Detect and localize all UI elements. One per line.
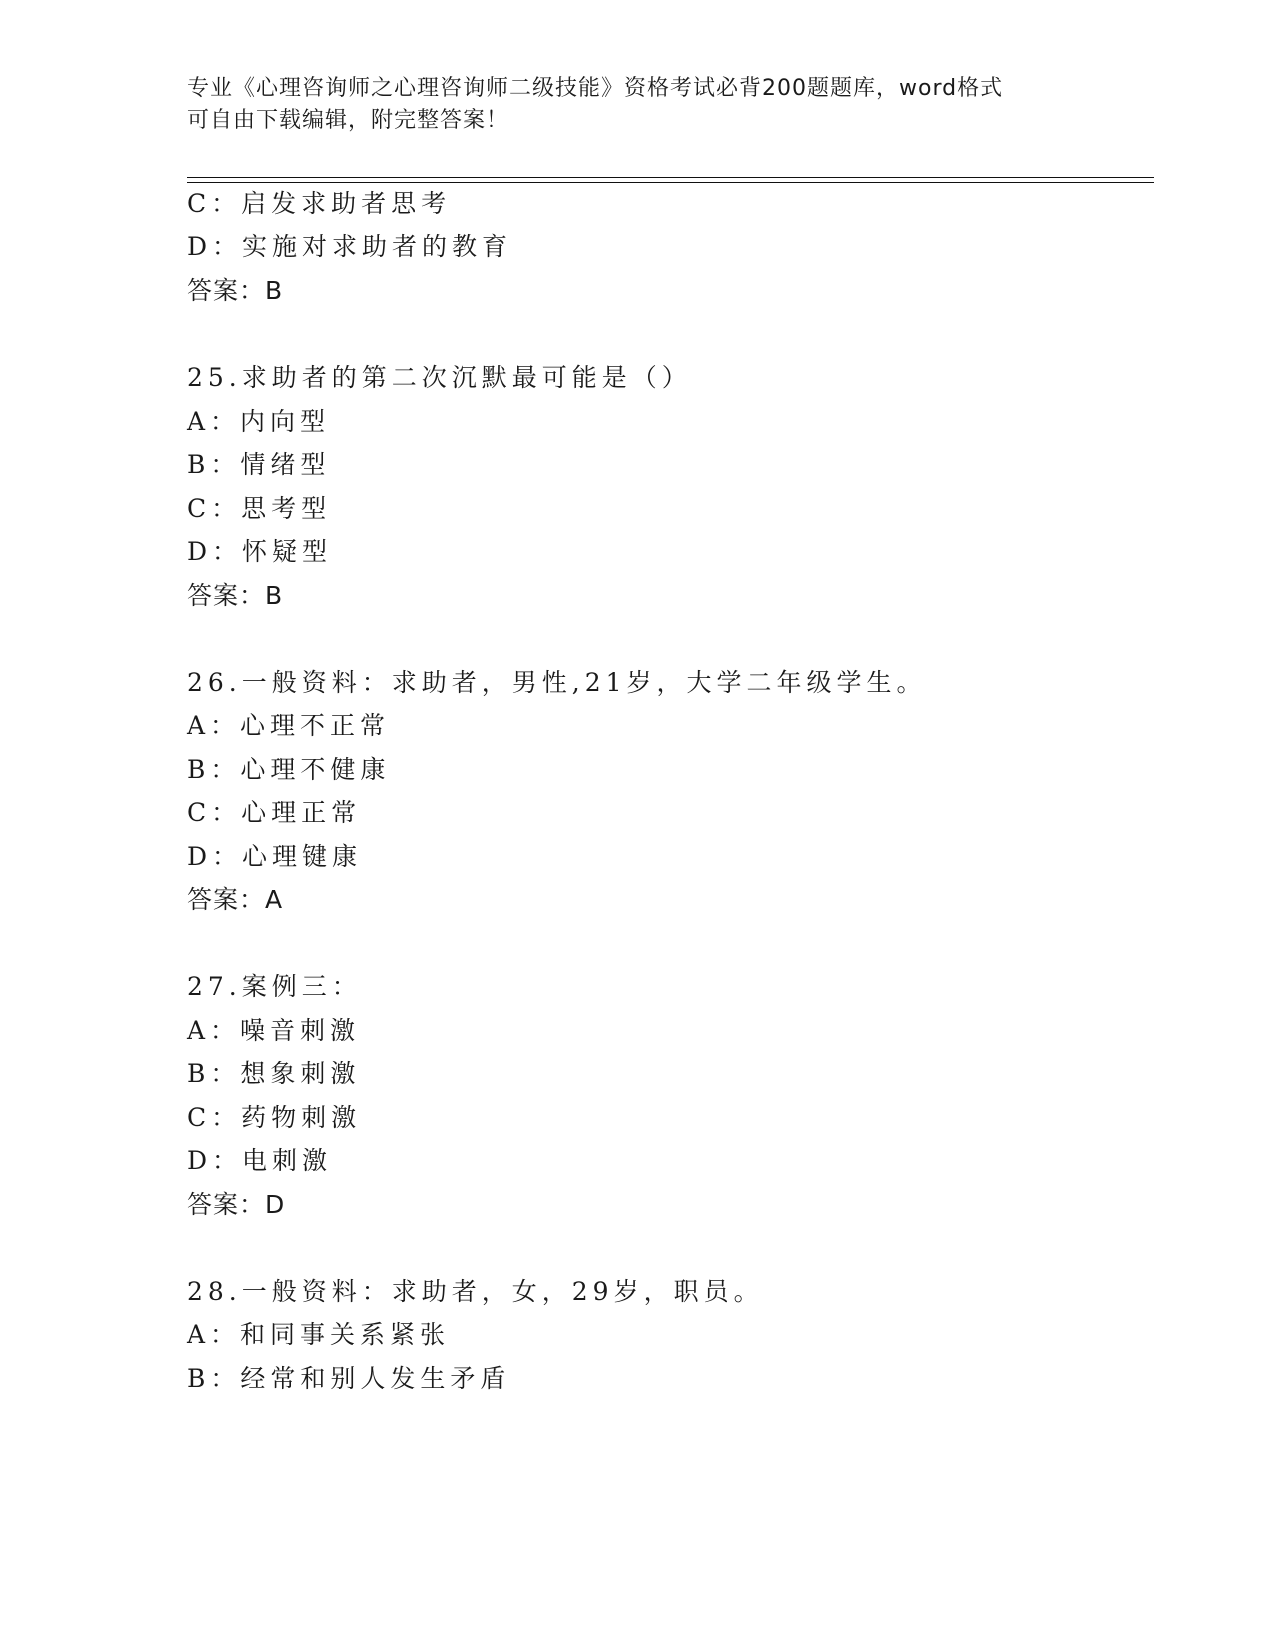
q26-option-c: C：心理正常: [187, 798, 362, 827]
q28-option-b: B：经常和别人发生矛盾: [187, 1364, 511, 1393]
header-title-line1: 专业《心理咨询师之心理咨询师二级技能》资格考试必背200题题库，word格式: [187, 76, 1004, 101]
q26-answer: 答案：A: [187, 885, 284, 914]
header-divider-top: [187, 177, 1154, 178]
q26-question: 26.一般资料：求助者，男性,21岁，大学二年级学生。: [187, 668, 927, 697]
q26-option-a: A：心理不正常: [187, 711, 391, 740]
q27-answer: 答案：D: [187, 1190, 286, 1219]
q26-option-b: B：心理不健康: [187, 755, 391, 784]
q27-option-a: A：噪音刺激: [187, 1016, 361, 1045]
q24-option-d: D：实施对求助者的教育: [187, 232, 513, 261]
q27-option-c: C：药物刺激: [187, 1103, 362, 1132]
q25-option-c: C：思考型: [187, 494, 332, 523]
q28-question: 28.一般资料：求助者，女，29岁，职员。: [187, 1277, 764, 1306]
q25-question: 25.求助者的第二次沉默最可能是（）: [187, 363, 692, 392]
q24-option-c: C：启发求助者思考: [187, 189, 452, 218]
q25-option-d: D：怀疑型: [187, 537, 333, 566]
q26-option-d: D：心理键康: [187, 842, 363, 871]
q25-option-b: B：情绪型: [187, 450, 331, 479]
header-divider-bottom: [187, 182, 1154, 183]
q27-question: 27.案例三：: [187, 972, 362, 1001]
q25-option-a: A：内向型: [187, 407, 331, 436]
document-header: [187, 73, 1087, 137]
q27-option-d: D：电刺激: [187, 1146, 333, 1175]
q28-option-a: A：和同事关系紧张: [187, 1320, 451, 1349]
q25-answer: 答案：B: [187, 581, 284, 610]
header-title-line2: 可自由下载编辑，附完整答案！: [187, 108, 510, 133]
q27-option-b: B：想象刺激: [187, 1059, 361, 1088]
q24-answer: 答案：B: [187, 276, 284, 305]
